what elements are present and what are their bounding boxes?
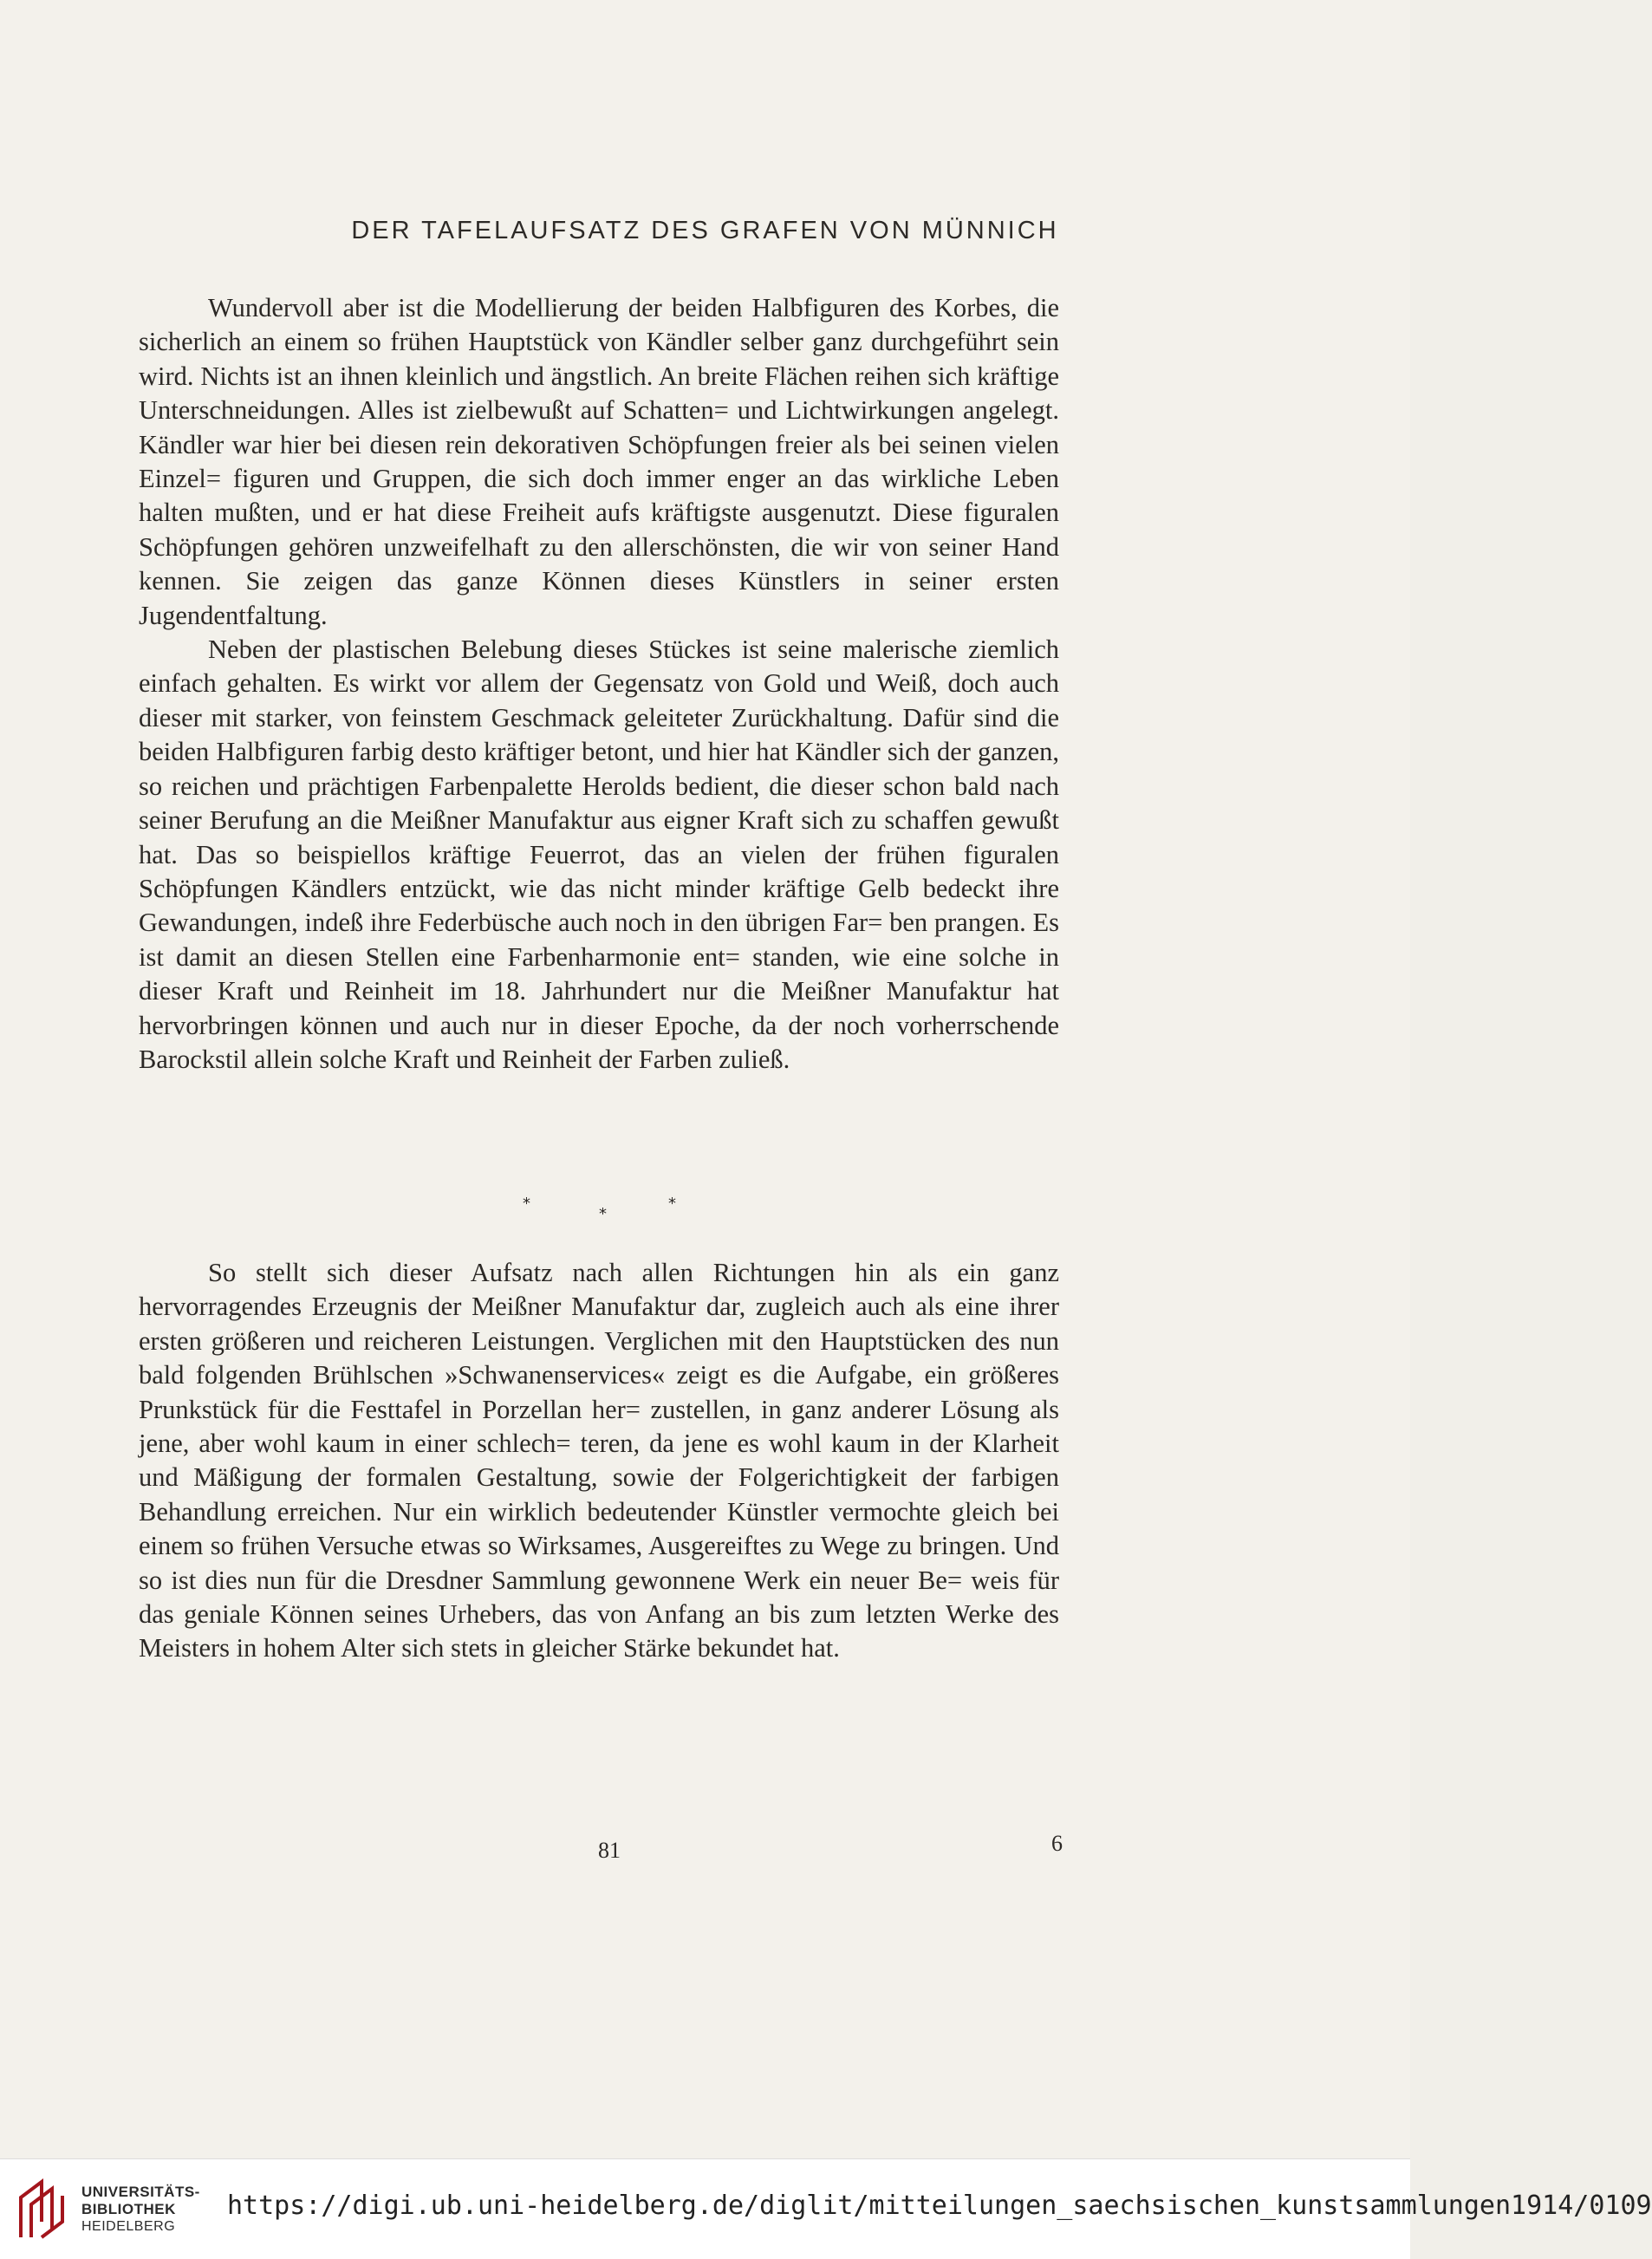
text-block-upper <box>139 291 1059 1077</box>
text-block-lower <box>139 1256 1059 1666</box>
section-ornament <box>468 1195 728 1238</box>
ornament-star-left: * <box>523 1195 530 1213</box>
library-logo-text <box>81 2184 200 2236</box>
paragraph-belebung: Neben der plastischen Belebung dieses Stückes ist seine malerische ziemlich einfach gehalten. Es wirkt vor allem der Gegensatz von Gold und Weiß, doch auch dieser mit starker, von feinstem Geschmack geleiteter Zurückhaltung. Dafür sind die beiden Halbfiguren farbig desto kräftiger betont, und hier hat Kändler sich der ganzen, so reichen und prächtigen Farbenpalette Herolds bedient, die dieser schon bald nach seiner Berufung an die Meißner Manufaktur aus eigner Kraft sich zu schaffen gewußt hat. Das so beispiellos kräftige Feuerrot, das an vielen der frühen figuralen Schöpfungen Kändlers entzückt, wie das nicht minder kräftige Gelb bedeckt ihre Gewandungen, indeß ihre Federbüsche auch noch in den übrigen Far= ben prangen. Es ist damit an diesen Stellen eine Farbenharmonie ent= standen, wie eine solche in dieser Kraft und Reinheit im 18. Jahrhundert nur die Meißner Manufaktur hat hervorbringen können und auch nur in dieser Epoche, da der noch vorherrschende Barockstil allein solche Kraft und Reinheit der Farben zuließ. <box>139 635 1059 1074</box>
signature-mark: 6 <box>1051 1831 1063 1856</box>
paragraph-modellierung: Wundervoll aber ist die Modellierung der beiden Halbfiguren des Korbes, die sicherlich an einem so frühen Hauptstück von Kändler selber ganz durchgeführt sein wird. Nichts ist an ihnen kleinlich und ängstlich. An breite Flächen reihen sich kräftige Unterschneidungen. Alles ist zielbewußt auf Schatten= und Lichtwirkungen angelegt. Kändler war hier bei diesen rein dekorativen Schöpfungen freier als bei seinen vielen Einzel= figuren und Gruppen, die sich doch immer enger an das wirkliche Leben halten mußten, und er hat diese Freiheit aufs kräftigste ausgenutzt. Diese figuralen Schöpfungen gehören unzweifelhaft zu den allerschönsten, die wir von seiner Hand kennen. Sie zeigen das ganze Können dieses Künstlers in seiner ersten Jugendentfaltung. <box>139 293 1059 630</box>
page-number: 81 <box>598 1838 621 1863</box>
logo-line-heidelberg: HEIDELBERG <box>81 2219 176 2234</box>
logo-line-universitaets: UNIVERSITÄTS- <box>81 2184 200 2200</box>
library-logo-icon <box>16 2177 69 2241</box>
footer-bar <box>0 2158 1652 2259</box>
permalink-url[interactable]: https://digi.ub.uni-heidelberg.de/diglit/mitteilungen_saechsischen_kunstsammlungen1914/0109 <box>227 2191 1652 2221</box>
ornament-star-right: * <box>668 1195 676 1213</box>
ornament-star-center: * <box>599 1205 607 1223</box>
paragraph-aufsatz: So stellt sich dieser Aufsatz nach allen Richtungen hin als ein ganz hervorragendes Erzeugnis der Meißner Manufaktur dar, zugleich auch als eine ihrer ersten größeren und reicheren Leistungen. Verglichen mit den Hauptstücken des nun bald folgenden Brühlschen »Schwanenservices« zeigt es die Aufgabe, ein größeres Prunkstück für die Festtafel in Porzellan her= zustellen, in ganz anderer Lösung als jene, aber wohl kaum in einer schlech= teren, da jene es wohl kaum in der Klarheit und Mäßigung der formalen Gestaltung, sowie der Folgerichtigkeit der farbigen Behandlung erreichen. Nur ein wirklich bedeutender Künstler vermochte gleich bei einem so frühen Versuche etwas so Wirksames, Ausgereiftes zu Wege zu bringen. Und so ist dies nun für die Dresdner Sammlung gewonnene Werk ein neuer Be= weis für das geniale Können seines Urhebers, das von Anfang an bis zum letzten Werke des Meisters in hohem Alter sich stets in gleicher Stärke bekundet hat. <box>139 1258 1059 1663</box>
running-head: DER TAFELAUFSATZ DES GRAFEN VON MÜNNICH <box>351 217 1059 244</box>
logo-line-bibliothek: BIBLIOTHEK <box>81 2201 176 2217</box>
